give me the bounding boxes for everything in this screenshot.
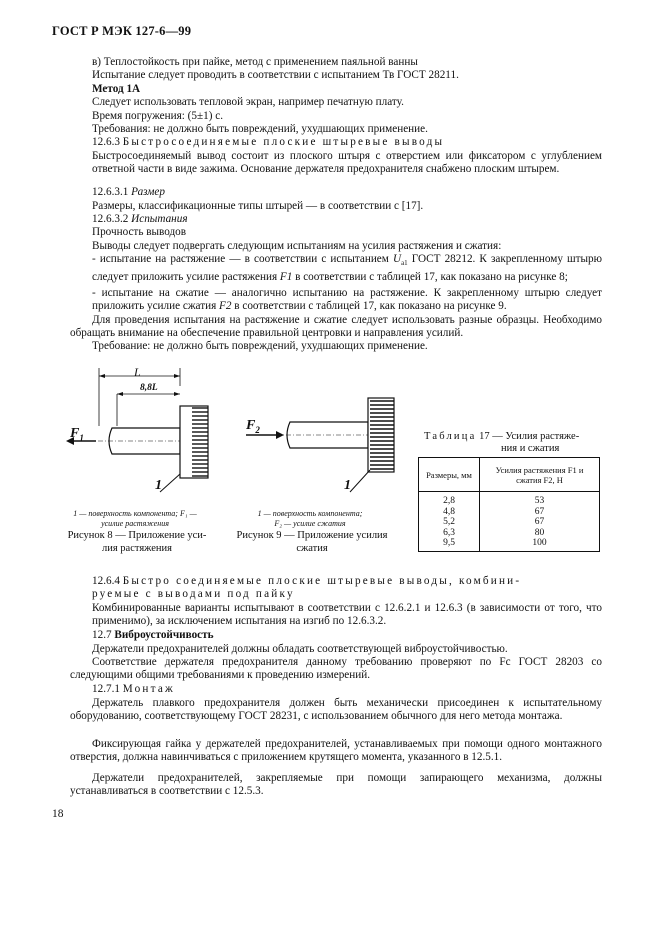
f1-symbol: F1 [279, 270, 293, 283]
col-header-forces: Усилия растяжения F1 и сжатия F2, Н [480, 458, 600, 492]
size-value: 9,5 [443, 538, 455, 549]
size-value: 5,2 [443, 517, 455, 528]
section-number: 12.6.4 [92, 575, 120, 587]
terminal-strength-title: Прочность выводов [92, 226, 187, 238]
requirement-1: Требования: не должно быть повреждений, ухудшающих применение. [92, 123, 428, 136]
figure-8-caption [60, 530, 214, 555]
section-title: Быстро соединяемые плоские штыревые выводы, комбини- [122, 575, 522, 587]
section-12-6-4-heading [92, 575, 602, 602]
text-part: в соответствии с таблицей 17, как показано на рисунке 9. [231, 300, 507, 313]
section-12-6-3-1-heading [92, 186, 602, 199]
label-1-fig9: 1 [344, 478, 351, 493]
compression-test-text [92, 287, 602, 314]
size-value: 2,8 [443, 496, 455, 506]
col-header-sizes: Размеры, мм [419, 458, 480, 492]
section-number: 12.6.3.1 [92, 186, 129, 198]
section-title-cont: руемые с выводами под пайку [92, 588, 295, 601]
table-title-line: 17 — Усилия растяже- [479, 431, 580, 442]
section-text: Быстросоединяемый вывод состоит из плоского штыря с отверстием или фиксатором с углублением ответной части в виде зажима. Основание держателя предохранителя снабжено плоским штырем. [92, 150, 602, 176]
section-title: Монтаж [122, 683, 175, 695]
heat-shield-text: Следует использовать тепловой экран, например печатную плату. [92, 96, 404, 109]
caption-line: лия растяжения [101, 542, 172, 554]
top-block [92, 56, 602, 136]
table-17-title [424, 431, 614, 455]
forces-cell [480, 492, 600, 552]
section-number: 12.6.3.2 [92, 213, 129, 225]
sizes-cell [419, 492, 480, 552]
section-number: 12.7.1 [92, 683, 120, 695]
text-part: - испытание на сжатие — аналогично испытанию на растяжение. К закрепленному штырю следует приложить усилие сжатия [92, 287, 602, 313]
section-12-7-1-p2: Фиксирующая гайка у держателей предохранителей, устанавливаемых при помощи одного монтажного отверстия, должна навинчиваться с приложением крутящего момента, указанного в 12.5.1. [70, 738, 602, 764]
force-subscript: 1 [79, 432, 84, 443]
f2-symbol: F2 [219, 300, 232, 313]
section-number: 12.7 [92, 629, 112, 641]
legend-line: F₂ — усилие сжатия [274, 519, 346, 528]
section-12-6-3-2-heading [92, 213, 602, 226]
figure-9-drawing [236, 392, 416, 502]
section-title: Быстросоединяемые плоские штыревые выводы [122, 136, 445, 148]
caption-line: сжатия [296, 542, 328, 554]
label-1-fig8: 1 [155, 478, 162, 493]
figure-9-caption [232, 530, 392, 555]
u-symbol: U [392, 253, 402, 265]
label-L: L [134, 365, 141, 379]
label-F1 [70, 426, 84, 443]
caption-line: Рисунок 8 — Приложение уси- [67, 530, 207, 541]
legend-line: 1 — поверхность компонента; [257, 509, 363, 518]
force-value: 53 [534, 496, 545, 506]
section-12-6-3-text [92, 150, 602, 177]
section-title: Размер [131, 186, 165, 198]
force-subscript: 2 [255, 424, 260, 435]
u-subscript: a1 [401, 259, 408, 268]
force-value: 100 [532, 538, 547, 549]
tests-intro: Выводы следует подвергать следующим испытаниям на усилия растяжения и сжатия: [92, 240, 502, 252]
force-value: 80 [534, 527, 545, 538]
section-12-7-p2: Соответствие держателя предохранителя данному требованию проверяют по Fc ГОСТ 28203 со следующими общими требованиями к проведению измерений. [70, 656, 602, 682]
section-12-6-3-1-text: Размеры, классификационные типы штырей — в соответствии с [17]. [92, 200, 424, 212]
caption-line: Рисунок 9 — Приложение усилия [236, 530, 388, 541]
section-12-6-4-text: Комбинированные варианты испытывают в соответствии с 12.6.2.1 и 12.6.3 (в зависимости от того, что применимо), за исключением испытания на изгиб по 12.6.3.2. [92, 602, 602, 628]
text-part: ГОСТ 28212. К закрепленному штырю следует приложить усилие растяжения [92, 253, 603, 283]
page-header: ГОСТ Р МЭК 127-6—99 [52, 24, 192, 38]
item-v: в) Теплостойкость при пайке, метод с применением паяльной ванны [92, 56, 418, 68]
label-8-8L: 8,8L [140, 383, 158, 393]
section-number: 12.6.3 [92, 136, 120, 148]
test-instruction: Испытание следует проводить в соответствии с испытанием Тв ГОСТ 28211. [92, 69, 459, 82]
section-title: Испытания [131, 213, 188, 225]
table-title-line: ния и сжатия [501, 443, 560, 454]
force-value: 67 [534, 506, 545, 517]
figure-8-legend [60, 509, 210, 529]
legend-line: 1 — поверхность компонента; F₁ — [73, 509, 197, 518]
size-value: 6,3 [443, 527, 455, 538]
immersion-time: Время погружения: (5±1) с. [92, 109, 224, 122]
table-prefix: Таблица [424, 431, 477, 442]
section-title: Виброустойчивость [114, 629, 214, 641]
legend-line: усилие растяжения [101, 519, 169, 528]
requirement-2: Требование: не должно быть повреждений, ухудшающих применение. [92, 340, 428, 352]
section-12-6-3-heading [92, 136, 602, 149]
samples-text: Для проведения испытания на растяжение и сжатие следует использовать разные образцы. Необходимо обращать внимание на обеспечение правильной центровки и направления усилий. [70, 314, 602, 340]
section-12-7-heading [92, 629, 602, 642]
table-header-row [419, 458, 600, 492]
force-value: 67 [534, 517, 545, 528]
section-12-7-1-p1: Держатель плавкого предохранителя должен быть механически присоединен к испытательному оборудованию, соответствующему ГОСТ 28231, с использованием обычного для него метода монтажа. [70, 697, 602, 723]
section-12-7-1-p3: Держатели предохранителей, закрепляемые при помощи запирающего механизма, должны устанавливаться в соответствии с 12.5.3. [70, 772, 602, 798]
force-letter: F [70, 426, 80, 441]
size-value: 4,8 [443, 506, 455, 517]
section-12-7-1-heading [92, 683, 602, 696]
text-part: в соответствии с таблицей 17, как показано на рисунке 8; [292, 270, 568, 283]
section-12-7-p1: Держатели предохранителей должны обладать соответствующей виброустойчивостью. [92, 643, 508, 655]
figure-9-legend [232, 509, 388, 529]
text-part: - испытание на растяжение — в соответствии с испытанием [92, 253, 393, 265]
table-17 [418, 457, 600, 552]
method-title: Метод 1А [92, 82, 141, 95]
table-body-row [419, 492, 600, 552]
page-number: 18 [52, 808, 64, 820]
label-F2 [246, 418, 260, 435]
tension-test-text [92, 253, 602, 284]
force-letter: F [246, 418, 256, 433]
